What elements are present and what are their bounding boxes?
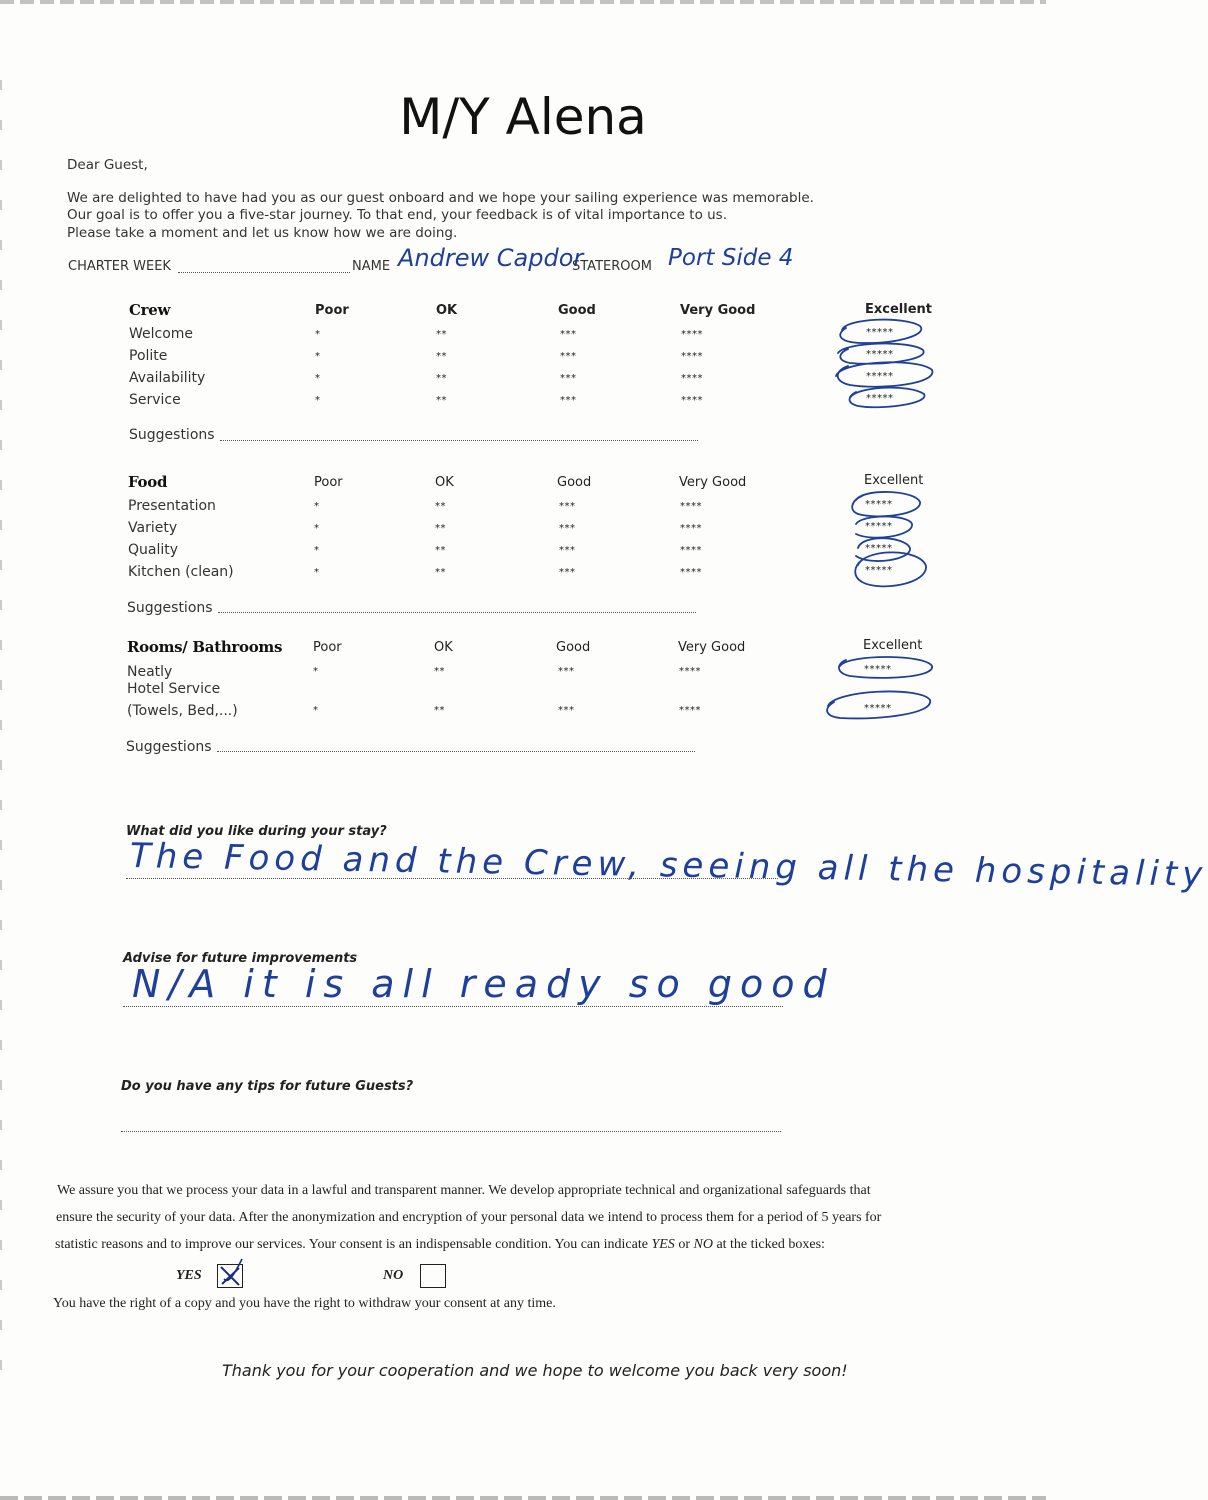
selection-circle (827, 691, 930, 718)
rating-3[interactable]: *** (560, 395, 577, 406)
liked-answer[interactable]: The Food and the Crew, seeing all the hospitality (129, 836, 1208, 895)
section-title: Crew (129, 301, 171, 319)
rating-1[interactable]: * (315, 351, 321, 362)
rating-1[interactable]: * (314, 523, 320, 534)
row-label: Neatly (127, 664, 173, 680)
rating-3[interactable]: *** (559, 567, 576, 578)
yes-checkbox[interactable] (217, 1264, 243, 1288)
rating-2[interactable]: ** (436, 395, 447, 406)
rating-3[interactable]: *** (560, 329, 577, 340)
rating-5[interactable]: ***** (865, 565, 893, 576)
tips-question: Do you have any tips for future Guests? (121, 1079, 414, 1094)
intro-line-3: Please take a moment and let us know how we are doing. (67, 225, 458, 241)
suggestions-label: Suggestions (129, 427, 215, 443)
rating-2[interactable]: ** (436, 373, 447, 384)
rating-4[interactable]: **** (679, 666, 701, 677)
rating-2[interactable]: ** (435, 545, 446, 556)
form-title: M/Y Alena (399, 88, 647, 146)
name-field[interactable]: Andrew Capdor (398, 244, 584, 272)
advise-answer[interactable]: N/A it is all ready so good (132, 962, 835, 1006)
rating-5[interactable]: ***** (865, 543, 893, 554)
consent-text-1: We assure you that we process your data in a lawful and transparent manner. We develop appropriate technical and organizational safeguards that (57, 1183, 871, 1198)
advise-question: Advise for future improvements (123, 951, 358, 966)
row-label: Hotel Service (127, 681, 221, 697)
column-poor: Poor (313, 640, 342, 655)
rating-2[interactable]: ** (435, 523, 446, 534)
rating-3[interactable]: *** (558, 666, 575, 677)
rating-2[interactable]: ** (434, 705, 445, 716)
rating-3[interactable]: *** (560, 373, 577, 384)
row-label: Kitchen (clean) (128, 564, 234, 580)
rating-4[interactable]: **** (680, 501, 702, 512)
row-label-line2: (Towels, Bed,...) (127, 703, 238, 719)
column-poor: Poor (314, 475, 343, 490)
selection-circle (836, 362, 932, 386)
selection-circle (852, 492, 920, 516)
rating-2[interactable]: ** (435, 567, 446, 578)
column-ok: OK (436, 303, 458, 318)
rating-3[interactable]: *** (560, 351, 577, 362)
thank-you-message: Thank you for your cooperation and we hope to welcome you back very soon! (222, 1361, 848, 1380)
selection-circle (850, 388, 925, 408)
yes-label: YES (176, 1268, 202, 1283)
rating-1[interactable]: * (314, 501, 320, 512)
rating-5[interactable]: ***** (866, 327, 894, 338)
column-excellent: Excellent (865, 302, 932, 317)
checkmark-icon (218, 1265, 242, 1287)
name-label: NAME (352, 259, 391, 274)
rating-2[interactable]: ** (436, 351, 447, 362)
selection-circle (839, 657, 932, 678)
rating-2[interactable]: ** (434, 666, 445, 677)
rating-3[interactable]: *** (558, 705, 575, 716)
rating-4[interactable]: **** (681, 351, 703, 362)
rating-1[interactable]: * (313, 666, 319, 677)
row-label: Presentation (128, 498, 216, 514)
rating-3[interactable]: *** (559, 523, 576, 534)
selection-circle (855, 552, 926, 586)
rating-1[interactable]: * (314, 567, 320, 578)
row-label: Welcome (129, 326, 194, 342)
selection-circle (856, 517, 912, 538)
intro-line-1: We are delighted to have had you as our guest onboard and we hope your sailing experience was memorable. (67, 190, 814, 206)
column-ok: OK (435, 475, 454, 490)
column-very-good: Very Good (678, 640, 746, 655)
rating-4[interactable]: **** (681, 373, 703, 384)
column-very-good: Very Good (680, 303, 756, 318)
rating-4[interactable]: **** (680, 567, 702, 578)
column-excellent: Excellent (864, 473, 924, 488)
column-good: Good (557, 475, 592, 490)
rating-5[interactable]: ***** (866, 371, 894, 382)
rating-2[interactable]: ** (435, 501, 446, 512)
rating-4[interactable]: **** (679, 705, 701, 716)
column-good: Good (558, 303, 596, 318)
rating-1[interactable]: * (314, 545, 320, 556)
advise-answer-line (123, 1006, 783, 1007)
rating-5[interactable]: ***** (865, 521, 893, 532)
row-label: Quality (128, 542, 179, 558)
rating-5[interactable]: ***** (866, 349, 894, 360)
row-label: Service (129, 392, 181, 408)
consent-text-2: ensure the security of your data. After the anonymization and encryption of your personal data we intend to process them for a period of 5 years for (56, 1210, 882, 1225)
greeting: Dear Guest, (67, 157, 148, 173)
no-checkbox[interactable] (420, 1264, 446, 1288)
rating-1[interactable]: * (315, 329, 321, 340)
stateroom-field[interactable]: Port Side 4 (668, 245, 794, 271)
rating-4[interactable]: **** (681, 395, 703, 406)
rating-2[interactable]: ** (436, 329, 447, 340)
rating-4[interactable]: **** (680, 523, 702, 534)
row-label: Availability (129, 370, 206, 386)
column-ok: OK (434, 640, 453, 655)
column-good: Good (556, 640, 591, 655)
rating-5[interactable]: ***** (864, 664, 892, 675)
rating-4[interactable]: **** (680, 545, 702, 556)
section-title: Food (128, 473, 168, 491)
section-title: Rooms/ Bathrooms (127, 638, 283, 656)
rating-5[interactable]: ***** (866, 393, 894, 404)
intro-line-2: Our goal is to offer you a five-star journey. To that end, your feedback is of vital importance to us. (67, 207, 728, 223)
liked-answer-line (126, 878, 778, 879)
rights-text: You have the right of a copy and you have the right to withdraw your consent at any time. (53, 1296, 556, 1311)
suggestions-label: Suggestions (126, 739, 212, 755)
stateroom-label: STATEROOM (572, 259, 652, 274)
rating-1[interactable]: * (315, 395, 321, 406)
tips-answer-field[interactable] (121, 1131, 781, 1132)
consent-text-3: statistic reasons and to improve our services. Your consent is an indispensable condition. You can indicate YES or NO at the ticked boxes: (55, 1237, 825, 1252)
liked-question: What did you like during your stay? (126, 824, 387, 839)
rating-1[interactable]: * (315, 373, 321, 384)
row-label: Polite (129, 348, 168, 364)
charter-week-label: CHARTER WEEK (68, 259, 171, 274)
no-label: NO (383, 1268, 404, 1283)
column-poor: Poor (315, 303, 349, 318)
rating-5[interactable]: ***** (865, 499, 893, 510)
rating-3[interactable]: *** (559, 501, 576, 512)
rating-1[interactable]: * (313, 705, 319, 716)
rating-4[interactable]: **** (681, 329, 703, 340)
rating-5[interactable]: ***** (864, 703, 892, 714)
row-label: Variety (128, 520, 178, 536)
column-excellent: Excellent (863, 638, 923, 653)
selection-circle (840, 320, 921, 343)
column-very-good: Very Good (679, 475, 747, 490)
rating-3[interactable]: *** (559, 545, 576, 556)
suggestions-label: Suggestions (127, 600, 213, 616)
selection-circle (838, 344, 924, 364)
